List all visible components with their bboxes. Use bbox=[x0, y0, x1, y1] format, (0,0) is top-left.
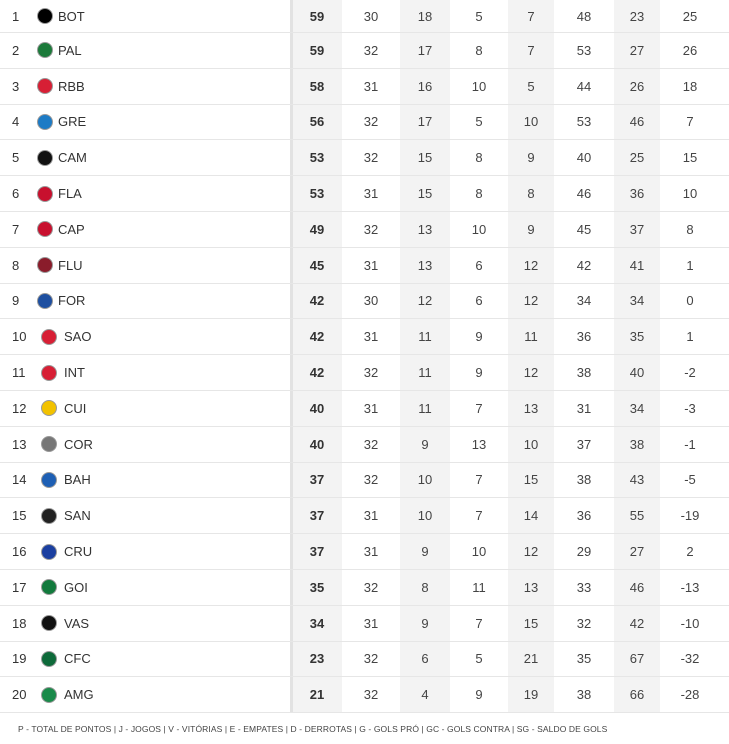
points-cell: 59 bbox=[309, 8, 325, 24]
goal-difference-cell: 26 bbox=[682, 42, 698, 58]
draws-cell: 9 bbox=[475, 365, 483, 381]
games-cell: 31 bbox=[363, 400, 379, 416]
goal-difference-cell: 25 bbox=[682, 8, 698, 24]
points-cell: 37 bbox=[309, 544, 325, 560]
sao-paulo-crest-icon bbox=[38, 319, 60, 354]
team-abbreviation[interactable]: CRU bbox=[64, 544, 93, 560]
goals-for-cell: 33 bbox=[576, 579, 592, 595]
team-abbreviation[interactable]: SAO bbox=[64, 329, 92, 345]
losses-cell: 13 bbox=[523, 400, 539, 416]
draws-cell: 13 bbox=[471, 436, 487, 452]
wins-cell: 9 bbox=[421, 436, 429, 452]
goals-for-cell: 38 bbox=[576, 472, 592, 488]
wins-cell: 15 bbox=[417, 150, 433, 166]
draws-cell: 6 bbox=[475, 257, 483, 273]
goals-against-cell: 25 bbox=[629, 150, 645, 166]
team-abbreviation[interactable]: CAP bbox=[58, 221, 85, 237]
draws-cell: 8 bbox=[475, 42, 483, 58]
table-row[interactable] bbox=[0, 534, 729, 570]
goals-for-cell: 53 bbox=[576, 114, 592, 130]
crest-badge bbox=[37, 186, 53, 202]
cuiaba-crest-icon bbox=[38, 391, 60, 426]
games-cell: 32 bbox=[363, 436, 379, 452]
crest-badge bbox=[41, 436, 57, 452]
table-row[interactable] bbox=[0, 498, 729, 534]
losses-cell: 14 bbox=[523, 508, 539, 524]
position-cell: 19 bbox=[12, 651, 27, 667]
points-cell: 42 bbox=[309, 329, 325, 345]
table-row[interactable] bbox=[0, 319, 729, 355]
goals-for-cell: 38 bbox=[576, 365, 592, 381]
losses-cell: 13 bbox=[523, 579, 539, 595]
draws-cell: 7 bbox=[475, 508, 483, 524]
goal-difference-cell: -13 bbox=[680, 579, 700, 595]
table-row[interactable] bbox=[0, 212, 729, 248]
position-cell: 15 bbox=[12, 508, 27, 524]
wins-cell: 13 bbox=[417, 221, 433, 237]
games-cell: 32 bbox=[363, 651, 379, 667]
goal-difference-cell: -3 bbox=[684, 400, 696, 416]
points-cell: 53 bbox=[309, 150, 325, 166]
goals-for-cell: 46 bbox=[576, 186, 592, 202]
losses-cell: 12 bbox=[523, 293, 539, 309]
team-abbreviation[interactable]: SAN bbox=[64, 508, 91, 524]
points-cell: 45 bbox=[309, 257, 325, 273]
team-abbreviation[interactable]: GRE bbox=[58, 114, 87, 130]
team-abbreviation[interactable]: FLA bbox=[58, 186, 82, 202]
losses-cell: 5 bbox=[527, 78, 535, 94]
losses-cell: 12 bbox=[523, 365, 539, 381]
goals-against-cell: 46 bbox=[629, 579, 645, 595]
wins-cell: 11 bbox=[418, 329, 432, 345]
table-row[interactable] bbox=[0, 463, 729, 499]
crest-badge bbox=[41, 472, 57, 488]
draws-cell: 5 bbox=[475, 8, 483, 24]
position-cell: 20 bbox=[12, 687, 27, 703]
table-row[interactable] bbox=[0, 642, 729, 678]
wins-cell: 10 bbox=[417, 472, 433, 488]
goals-against-cell: 43 bbox=[629, 472, 645, 488]
atletico-mg-crest-icon bbox=[34, 140, 56, 175]
table-row[interactable] bbox=[0, 248, 729, 284]
draws-cell: 8 bbox=[475, 150, 483, 166]
flamengo-crest-icon bbox=[34, 176, 56, 211]
vasco-crest-icon bbox=[38, 606, 60, 641]
draws-cell: 7 bbox=[475, 615, 483, 631]
goal-difference-cell: -32 bbox=[680, 651, 700, 667]
bahia-crest-icon bbox=[38, 463, 60, 498]
table-row[interactable] bbox=[0, 606, 729, 642]
team-abbreviation[interactable]: INT bbox=[64, 365, 85, 381]
goals-against-cell: 66 bbox=[629, 687, 645, 703]
team-abbreviation[interactable]: CFC bbox=[64, 651, 91, 667]
gremio-crest-icon bbox=[34, 105, 56, 140]
wins-cell: 16 bbox=[417, 78, 433, 94]
team-abbreviation[interactable]: CUI bbox=[64, 400, 87, 416]
cruzeiro-crest-icon bbox=[38, 534, 60, 569]
goals-for-cell: 45 bbox=[576, 221, 592, 237]
bragantino-crest-icon bbox=[34, 69, 56, 104]
games-cell: 31 bbox=[363, 544, 379, 560]
team-abbreviation[interactable]: COR bbox=[64, 436, 93, 452]
coritiba-crest-icon bbox=[38, 642, 60, 677]
goals-against-cell: 35 bbox=[629, 329, 645, 345]
position-cell: 4 bbox=[12, 114, 20, 130]
crest-badge bbox=[41, 651, 57, 667]
losses-cell: 9 bbox=[527, 150, 535, 166]
points-cell: 59 bbox=[309, 42, 325, 58]
points-cell: 37 bbox=[309, 508, 325, 524]
position-cell: 9 bbox=[12, 293, 20, 309]
draws-cell: 5 bbox=[475, 114, 483, 130]
table-row[interactable] bbox=[0, 355, 729, 391]
goals-against-cell: 36 bbox=[629, 186, 645, 202]
goals-against-cell: 37 bbox=[629, 221, 645, 237]
wins-cell: 8 bbox=[421, 579, 429, 595]
position-cell: 10 bbox=[12, 329, 27, 345]
losses-cell: 19 bbox=[523, 687, 539, 703]
games-cell: 32 bbox=[363, 42, 379, 58]
position-cell: 7 bbox=[12, 221, 20, 237]
santos-crest-icon bbox=[38, 498, 60, 533]
points-cell: 53 bbox=[309, 186, 325, 202]
position-cell: 16 bbox=[12, 544, 27, 560]
goals-for-cell: 37 bbox=[576, 436, 592, 452]
position-cell: 13 bbox=[12, 436, 27, 452]
crest-badge bbox=[37, 8, 53, 24]
goal-difference-cell: 18 bbox=[682, 78, 698, 94]
games-cell: 32 bbox=[363, 114, 379, 130]
crest-badge bbox=[37, 150, 53, 166]
team-abbreviation[interactable]: GOI bbox=[64, 579, 88, 595]
wins-cell: 4 bbox=[421, 687, 429, 703]
table-row[interactable] bbox=[0, 33, 729, 69]
crest-badge bbox=[41, 579, 57, 595]
position-cell: 6 bbox=[12, 186, 20, 202]
losses-cell: 12 bbox=[523, 544, 539, 560]
games-cell: 31 bbox=[363, 186, 379, 202]
team-abbreviation[interactable]: RBB bbox=[58, 78, 85, 94]
goals-for-cell: 36 bbox=[576, 329, 592, 345]
losses-cell: 15 bbox=[523, 472, 539, 488]
points-cell: 49 bbox=[309, 221, 325, 237]
table-row[interactable] bbox=[0, 391, 729, 427]
goals-for-cell: 35 bbox=[576, 651, 592, 667]
crest-badge bbox=[41, 687, 57, 703]
crest-badge bbox=[37, 257, 53, 273]
position-cell: 18 bbox=[12, 615, 27, 631]
games-cell: 32 bbox=[363, 472, 379, 488]
games-cell: 32 bbox=[363, 365, 379, 381]
goal-difference-cell: 1 bbox=[686, 329, 694, 345]
losses-cell: 21 bbox=[523, 651, 539, 667]
goals-against-cell: 41 bbox=[629, 257, 645, 273]
goal-difference-cell: -2 bbox=[684, 365, 696, 381]
draws-cell: 7 bbox=[475, 472, 483, 488]
goals-against-cell: 23 bbox=[629, 8, 645, 24]
team-abbreviation[interactable]: BAH bbox=[64, 472, 91, 488]
points-cell: 42 bbox=[309, 365, 325, 381]
table-row[interactable] bbox=[0, 284, 729, 320]
america-mg-crest-icon bbox=[38, 677, 60, 712]
points-cell: 40 bbox=[309, 436, 325, 452]
losses-cell: 9 bbox=[527, 221, 535, 237]
goal-difference-cell: 2 bbox=[686, 544, 694, 560]
goals-for-cell: 34 bbox=[576, 293, 592, 309]
wins-cell: 6 bbox=[421, 651, 429, 667]
crest-badge bbox=[37, 78, 53, 94]
crest-badge bbox=[37, 42, 53, 58]
games-cell: 31 bbox=[363, 615, 379, 631]
wins-cell: 9 bbox=[421, 544, 429, 560]
goals-for-cell: 36 bbox=[576, 508, 592, 524]
table-row[interactable] bbox=[0, 427, 729, 463]
goals-for-cell: 38 bbox=[576, 687, 592, 703]
draws-cell: 9 bbox=[475, 329, 483, 345]
games-cell: 32 bbox=[363, 687, 379, 703]
goal-difference-cell: 1 bbox=[686, 257, 694, 273]
losses-cell: 12 bbox=[523, 257, 539, 273]
goias-crest-icon bbox=[38, 570, 60, 605]
position-cell: 3 bbox=[12, 78, 20, 94]
wins-cell: 13 bbox=[417, 257, 433, 273]
goals-for-cell: 44 bbox=[576, 78, 592, 94]
wins-cell: 17 bbox=[417, 42, 433, 58]
games-cell: 32 bbox=[363, 579, 379, 595]
crest-badge bbox=[41, 400, 57, 416]
games-cell: 30 bbox=[363, 8, 379, 24]
losses-cell: 10 bbox=[523, 436, 539, 452]
games-cell: 31 bbox=[363, 78, 379, 94]
goals-for-cell: 40 bbox=[576, 150, 592, 166]
goals-against-cell: 46 bbox=[629, 114, 645, 130]
wins-cell: 10 bbox=[417, 508, 433, 524]
crest-badge bbox=[41, 508, 57, 524]
losses-cell: 11 bbox=[524, 329, 538, 345]
fortaleza-crest-icon bbox=[34, 284, 56, 319]
team-abbreviation[interactable]: PAL bbox=[58, 42, 82, 58]
draws-cell: 5 bbox=[475, 651, 483, 667]
draws-cell: 10 bbox=[471, 221, 487, 237]
goals-against-cell: 42 bbox=[629, 615, 645, 631]
games-cell: 31 bbox=[363, 329, 379, 345]
goals-for-cell: 48 bbox=[576, 8, 592, 24]
internacional-crest-icon bbox=[38, 355, 60, 390]
goal-difference-cell: -10 bbox=[680, 615, 700, 631]
losses-cell: 7 bbox=[527, 42, 535, 58]
goals-for-cell: 29 bbox=[576, 544, 592, 560]
wins-cell: 18 bbox=[417, 8, 433, 24]
wins-cell: 11 bbox=[418, 365, 432, 381]
draws-cell: 10 bbox=[471, 78, 487, 94]
losses-cell: 7 bbox=[527, 8, 535, 24]
goals-against-cell: 38 bbox=[629, 436, 645, 452]
wins-cell: 15 bbox=[417, 186, 433, 202]
crest-badge bbox=[37, 293, 53, 309]
goal-difference-cell: 10 bbox=[682, 186, 698, 202]
goals-for-cell: 32 bbox=[576, 615, 592, 631]
fluminense-crest-icon bbox=[34, 248, 56, 283]
position-cell: 5 bbox=[12, 150, 20, 166]
wins-cell: 9 bbox=[421, 615, 429, 631]
points-cell: 40 bbox=[309, 400, 325, 416]
games-cell: 30 bbox=[363, 293, 379, 309]
games-cell: 31 bbox=[363, 257, 379, 273]
team-abbreviation[interactable]: FOR bbox=[58, 293, 86, 309]
crest-badge bbox=[41, 329, 57, 345]
goal-difference-cell: -5 bbox=[684, 472, 696, 488]
team-abbreviation[interactable]: FLU bbox=[58, 257, 83, 273]
points-cell: 56 bbox=[309, 114, 325, 130]
wins-cell: 12 bbox=[417, 293, 433, 309]
position-cell: 8 bbox=[12, 257, 20, 273]
team-abbreviation[interactable]: CAM bbox=[58, 150, 87, 166]
draws-cell: 6 bbox=[475, 293, 483, 309]
goals-against-cell: 27 bbox=[629, 42, 645, 58]
draws-cell: 8 bbox=[475, 186, 483, 202]
points-cell: 34 bbox=[309, 615, 325, 631]
crest-badge bbox=[41, 615, 57, 631]
wins-cell: 17 bbox=[417, 114, 433, 130]
games-cell: 31 bbox=[363, 508, 379, 524]
goal-difference-cell: -19 bbox=[680, 508, 700, 524]
losses-cell: 15 bbox=[523, 615, 539, 631]
games-cell: 32 bbox=[363, 221, 379, 237]
points-cell: 37 bbox=[309, 472, 325, 488]
table-row[interactable] bbox=[0, 176, 729, 212]
goals-against-cell: 34 bbox=[629, 293, 645, 309]
corinthians-crest-icon bbox=[38, 427, 60, 462]
goal-difference-cell: 0 bbox=[686, 293, 694, 309]
goals-against-cell: 55 bbox=[629, 508, 645, 524]
points-cell: 21 bbox=[309, 687, 325, 703]
goal-difference-cell: -28 bbox=[680, 687, 700, 703]
crest-badge bbox=[41, 544, 57, 560]
team-abbreviation[interactable]: AMG bbox=[64, 687, 94, 703]
goals-for-cell: 53 bbox=[576, 42, 592, 58]
games-cell: 32 bbox=[363, 150, 379, 166]
draws-cell: 11 bbox=[472, 579, 486, 595]
table-row[interactable] bbox=[0, 0, 729, 33]
goals-against-cell: 27 bbox=[629, 544, 645, 560]
goal-difference-cell: 8 bbox=[686, 221, 694, 237]
goal-difference-cell: 15 bbox=[682, 150, 698, 166]
position-cell: 11 bbox=[12, 365, 26, 381]
crest-badge bbox=[37, 114, 53, 130]
draws-cell: 10 bbox=[471, 544, 487, 560]
botafogo-crest-icon bbox=[34, 0, 56, 32]
table-row[interactable] bbox=[0, 69, 729, 105]
position-cell: 1 bbox=[12, 8, 20, 24]
position-cell: 17 bbox=[12, 579, 27, 595]
losses-cell: 10 bbox=[523, 114, 539, 130]
goals-against-cell: 26 bbox=[629, 78, 645, 94]
table-row[interactable] bbox=[0, 570, 729, 606]
palmeiras-crest-icon bbox=[34, 33, 56, 68]
crest-badge bbox=[41, 365, 57, 381]
table-legend: P - TOTAL DE PONTOS | J - JOGOS | V - VITÓRIAS | E - EMPATES | D - DERROTAS | G - GOLS PRÓ | GC - GOLS CONTRA | SG - SALDO DE GOLS bbox=[18, 724, 608, 734]
goal-difference-cell: 7 bbox=[686, 114, 694, 130]
position-cell: 2 bbox=[12, 42, 20, 58]
points-cell: 35 bbox=[309, 579, 325, 595]
wins-cell: 11 bbox=[418, 400, 432, 416]
table-row[interactable] bbox=[0, 140, 729, 176]
crest-badge bbox=[37, 221, 53, 237]
team-abbreviation[interactable]: BOT bbox=[58, 8, 85, 24]
table-row[interactable] bbox=[0, 105, 729, 141]
draws-cell: 7 bbox=[475, 400, 483, 416]
goals-for-cell: 31 bbox=[576, 400, 592, 416]
losses-cell: 8 bbox=[527, 186, 535, 202]
points-cell: 23 bbox=[309, 651, 325, 667]
athletico-pr-crest-icon bbox=[34, 212, 56, 247]
points-cell: 58 bbox=[309, 78, 325, 94]
table-row[interactable] bbox=[0, 677, 729, 713]
goals-against-cell: 40 bbox=[629, 365, 645, 381]
points-cell: 42 bbox=[309, 293, 325, 309]
goals-against-cell: 67 bbox=[629, 651, 645, 667]
draws-cell: 9 bbox=[475, 687, 483, 703]
team-abbreviation[interactable]: VAS bbox=[64, 615, 90, 631]
position-cell: 12 bbox=[12, 400, 27, 416]
goals-against-cell: 34 bbox=[629, 400, 645, 416]
goal-difference-cell: -1 bbox=[684, 436, 696, 452]
goals-for-cell: 42 bbox=[576, 257, 592, 273]
position-cell: 14 bbox=[12, 472, 27, 488]
